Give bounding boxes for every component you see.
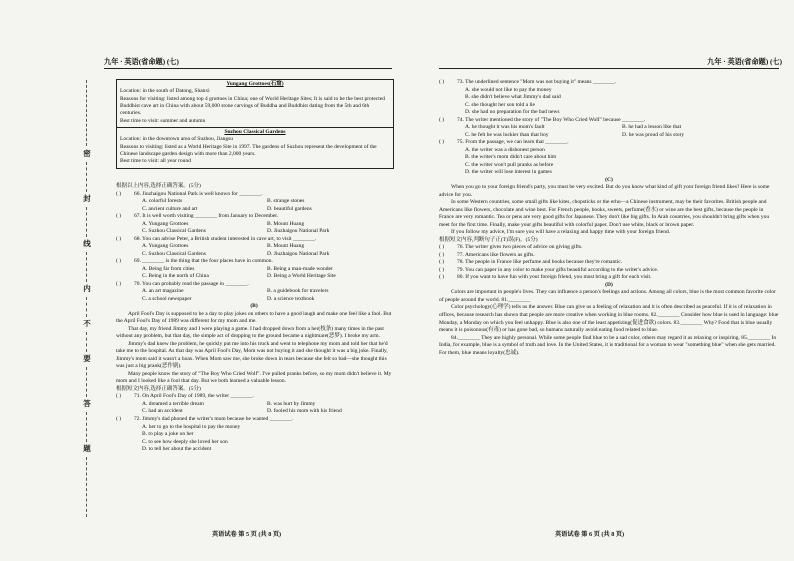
table-line: Reasons to visiting: listed as a World Heritage Site in 1997. The gardens of Suzhou represent the development of the Chinese landscape garden design with more than 2,000 years.	[120, 143, 377, 158]
passage-paragraph: If you follow my advice, I'm sure you will have a relaxing and happy time with your foreign friend.	[451, 229, 671, 236]
question-stem: 66. Jiuzhaigou National Park is well known for ________.	[134, 190, 263, 197]
question-stem: 68. You can advise Peter, a British student interested in cave art, to visit ________.	[134, 235, 317, 242]
passage-paragraph: Color psychology(心理学) tells us the answer. Blue can give us a feeling of relaxation and it is often described as peaceful. If it is of relaxation in offices, because research has shown that people are more creative when working in blue rooms. 82.________ Consider how blue is used in language: blue Monday, a Monday on which you feel unhappy. Blue is also one of the least appetizing(促进食欲) colors. 83.________ Why? Food that is blue usually means it is poisonous(有毒) or has gone bad, so humans naturally avoid eating food related to blue.	[439, 304, 779, 334]
option: B. the writer's mom didn't care about him	[465, 154, 557, 161]
option: C. she thought her son told a lie	[465, 101, 535, 108]
option: C. a school newspaper	[142, 295, 192, 302]
option: C. Suzhou Classical Gardens	[142, 228, 206, 235]
table-block-suzhou	[117, 127, 393, 168]
answer-bracket[interactable]: ( )	[439, 259, 445, 266]
page-footer: 英语试卷 第 5 页 (共 8 页)	[212, 531, 282, 538]
section-label: (B)	[250, 303, 258, 310]
table-title: Suzhou Classical Gardens	[224, 129, 286, 136]
question-stem: 74. The writer mentioned the story of "The Boy Who Cried Wolf" because ________.	[457, 116, 646, 123]
option: A. colorful forests	[142, 198, 183, 205]
header-rule	[439, 68, 779, 69]
passage-paragraph: 84.________ They are highly personal. While some people find blue to be a sad color, others may regard it as relaxing or inspiring. 85.________ In India, for example, blue is a symbol of truth and love. In the United States, it is traditional for a woman to wear "something blue" when she gets married. For them, blue means loyalty(忠诚).	[439, 334, 777, 356]
option: B. Mount Huang	[267, 220, 305, 227]
right-column	[439, 79, 779, 357]
binding-char: 不	[83, 319, 91, 328]
answer-bracket[interactable]: ( )	[439, 244, 445, 251]
option: A. dreamed a terrible dream	[142, 400, 204, 407]
option: A. Yungang Grottoes	[142, 243, 189, 250]
exam-page-6	[397, 0, 794, 561]
section-instruction: 根据短文内容,判断句子正(T)误(F)。(5分)	[439, 236, 538, 243]
binding-char: 线	[83, 239, 91, 248]
question-stem: 70. You can probably read the passage in ________.	[134, 280, 249, 287]
binding-line	[86, 297, 87, 317]
table-title: Yungang Grottoes(石窟)	[226, 81, 284, 87]
passage-paragraph: That day, my friend Jimmy and I were playing a game. I had dropped down from a her(枝条) many times in the past without any problem, but that day, the simple act of dropping to the ground became a nightmare(恶梦). I broke my arm.	[116, 325, 384, 340]
passage-paragraph: When you go to your foreign friend's party, you must be very excited. But do you know what kind of gift your foreign friend likes? Here is some advice for you.	[439, 184, 770, 198]
option: C. Suzhou Classical Gardens	[142, 250, 206, 257]
answer-bracket[interactable]: ( )	[439, 79, 445, 85]
answer-bracket[interactable]: ( )	[439, 116, 445, 123]
option: D. Jiuzhaigou National Park	[267, 250, 330, 257]
answer-bracket[interactable]: ( )	[116, 213, 122, 220]
question	[116, 416, 392, 454]
question-stem: 67. It is well worth visiting ________ from January to December.	[134, 213, 279, 220]
section-label: (D)	[605, 281, 613, 288]
question	[116, 236, 392, 259]
tf-statement	[439, 274, 779, 282]
statement-text: 78. The people in France like perfume and books because they're romantic.	[457, 259, 623, 266]
section-instruction: 根据以上内容,选择正确答案。(5分)	[116, 183, 201, 189]
option: B. Being a man-made wonder	[267, 265, 333, 272]
answer-bracket[interactable]: ( )	[116, 280, 122, 287]
option: A. an art magazine	[142, 288, 184, 295]
option: D. to tell her about the accident	[142, 446, 212, 453]
binding-char: 内	[83, 284, 91, 293]
page-header: 九年 · 英语(省命题) (七)	[104, 58, 179, 66]
binding-char: 答	[83, 399, 91, 408]
question-stem: 69. ________ is the thing that the four places have in common.	[134, 258, 273, 265]
answer-bracket[interactable]: ( )	[439, 139, 445, 146]
binding-char: 封	[83, 194, 91, 203]
option: D. beautiful gardens	[267, 205, 312, 212]
binding-line	[86, 207, 87, 237]
option: B. was hurt by Jimmy	[267, 400, 316, 407]
option: C. Being in the north of China	[142, 273, 209, 280]
section-label: (C)	[605, 176, 613, 183]
option: A. the writer was a dishonest person	[465, 146, 545, 153]
table-line: Best time to visit: summer and autumn	[120, 117, 206, 124]
table-block-yungang	[117, 80, 393, 127]
answer-bracket[interactable]: ( )	[116, 235, 122, 242]
binding-char: 密	[83, 149, 91, 158]
option: B. he had a lesson like that	[622, 124, 682, 131]
option: A. he thought it was his mom's fault	[465, 124, 545, 131]
statement-text: 76. The writer gives two pieces of advice on giving gifts.	[457, 244, 583, 251]
answer-bracket[interactable]: ( )	[116, 393, 122, 400]
question	[116, 191, 392, 214]
binding-line	[86, 332, 87, 352]
binding-line	[86, 367, 87, 397]
question	[116, 258, 392, 281]
statement-text: 79. You can paper in any color to make your gifts beautiful according to the writer's advice.	[457, 266, 659, 273]
option: C. had an accident	[142, 408, 183, 415]
section-instruction: 根据短文内容,选择正确答案。(5分)	[116, 385, 201, 392]
passage-paragraph: Colors are important in people's lives. They can influence a person's feelings and actions. Among all colors, blue is the most common favorite color of people around the world. 81.________	[439, 289, 776, 303]
option: D. Jiuzhaigou National Park	[267, 228, 330, 235]
binding-line	[86, 457, 87, 517]
binding-char: 要	[83, 354, 91, 363]
page-header: 九年 · 英语(省命题) (七)	[707, 58, 782, 66]
question	[439, 139, 779, 177]
answer-bracket[interactable]: ( )	[116, 415, 122, 422]
statement-text: 80. If you want to have fun with your foreign friend, you must bring a gift for each visit.	[457, 274, 652, 281]
passage-paragraph: Jimmy's dad knew the problem, he quickly put me into his truck and went to telephone my mom and told her that he'd take me to the hospital. As that day was April Fool's Day, Mom was not buying it and she thought it was a big joke. Finally, Jimmy's mom said it wasn't a hoax. When Mom saw me, she broke down in tears because she felt so bad—she thought this was just a big prank(恶作剧).	[116, 340, 388, 370]
option: B. strange stones	[267, 198, 305, 205]
question-stem: 75. From the passage, we can learn that ________.	[457, 139, 569, 146]
statement-text: 77. Americans like flowers as gifts.	[457, 251, 535, 258]
table-line: Location: in the south of Datong, Shanxi	[120, 88, 210, 95]
answer-bracket[interactable]: ( )	[439, 251, 445, 258]
passage-paragraph: April Fool's Day is supposed to be a day to play jokes on others to have a good laugh and make one feel like a fool. But the April Fool's Day of 1989 was different for my mom and me.	[116, 310, 392, 325]
question	[439, 79, 779, 117]
option: D. fooled his mom with his friend	[267, 408, 342, 415]
option: B. to play a joke on her	[142, 431, 194, 438]
passage-paragraph: Many people know the story of "The Boy Who Cried Wolf". I've pulled pranks before, so my mom didn't believe it. My mom and I looked like a fool that day. But we both learned a valuable lesson.	[116, 370, 392, 385]
option: D. the writer will lose interest in games	[465, 169, 552, 176]
question-stem: 71. On April Fool's Day of 1989, the writer ________.	[134, 393, 254, 400]
question	[116, 281, 392, 304]
option: B. a guidebook for travelers	[267, 288, 329, 295]
option: C. to see how deeply she loved her son	[142, 438, 228, 445]
tf-statement	[439, 244, 779, 252]
binding-line	[86, 412, 87, 442]
option: A. Yungang Grottoes	[142, 220, 189, 227]
sights-table	[116, 79, 394, 169]
answer-bracket[interactable]: ( )	[116, 258, 122, 265]
option: C. he felt he was luckier than that boy	[465, 131, 549, 138]
option: C. ancient culture and art	[142, 205, 198, 212]
table-line: Reasons for visiting: listed among top 4 grottoes in China; one of World Heritage Sites; It is said to be the best protected Buddhist cave art in China with about 59,000 stone carvings of Buddha and Buddhist dating from the 5th and 6th centuries.	[120, 95, 385, 117]
left-column	[116, 183, 392, 454]
header-rule	[104, 68, 392, 69]
option: D. she had no preparation for the bad news	[465, 109, 560, 116]
passage-paragraph: In some Western countries, some small gifts like kites, chopsticks or the erhu—a Chinese instrument, may be their favorites. British people and Americans like flowers, chocolate and wine best. For French people, books, sweets, perfume(香水) or wine are the best gifts, because the people in France are very romantic. Tea or pens are very good gifts for Japanese. They don't like big gifts. In Arab countries, you shouldn't bring gifts when you meet for the first time. Finally, make your gifts beautiful with colorful paper. Don't use white, black or brown paper.	[439, 199, 770, 228]
question	[116, 213, 392, 236]
option: A. her to go to the hospital to pay the money	[142, 423, 241, 430]
table-line: Best time to visit: all year round	[120, 158, 191, 165]
option: D. Being a World Heritage Site	[267, 273, 336, 280]
option: A. Being far from cities	[142, 265, 195, 272]
option: D. a science textbook	[267, 295, 315, 302]
question-stem: 72. Jimmy's dad phoned the writer's mom because he wanted ________.	[134, 415, 294, 422]
table-line: Location: in the downtown area of Suzhou, Jiangsu	[120, 136, 234, 143]
answer-bracket[interactable]: ( )	[439, 274, 445, 281]
question-stem: 73. The underlined sentence "Mom was not buying it" means ________.	[457, 79, 617, 85]
option: A. she would not like to pay the money	[465, 86, 552, 93]
question	[116, 393, 392, 416]
binding-line	[86, 252, 87, 282]
binding-line	[86, 80, 87, 146]
binding-line	[86, 162, 87, 192]
question	[439, 117, 779, 140]
option: B. Mount Huang	[267, 243, 305, 250]
option: B. she didn't believe what Jimmy's dad said	[465, 94, 561, 101]
answer-bracket[interactable]: ( )	[439, 266, 445, 273]
binding-char: 题	[83, 444, 91, 453]
answer-bracket[interactable]: ( )	[116, 190, 122, 197]
tf-statement	[439, 259, 779, 267]
option: D. he was proud of his story	[622, 131, 685, 138]
option: C. the writer won't pull pranks as before	[465, 161, 554, 168]
page-footer: 英语试卷 第 6 页 (共 8 页)	[555, 531, 625, 538]
